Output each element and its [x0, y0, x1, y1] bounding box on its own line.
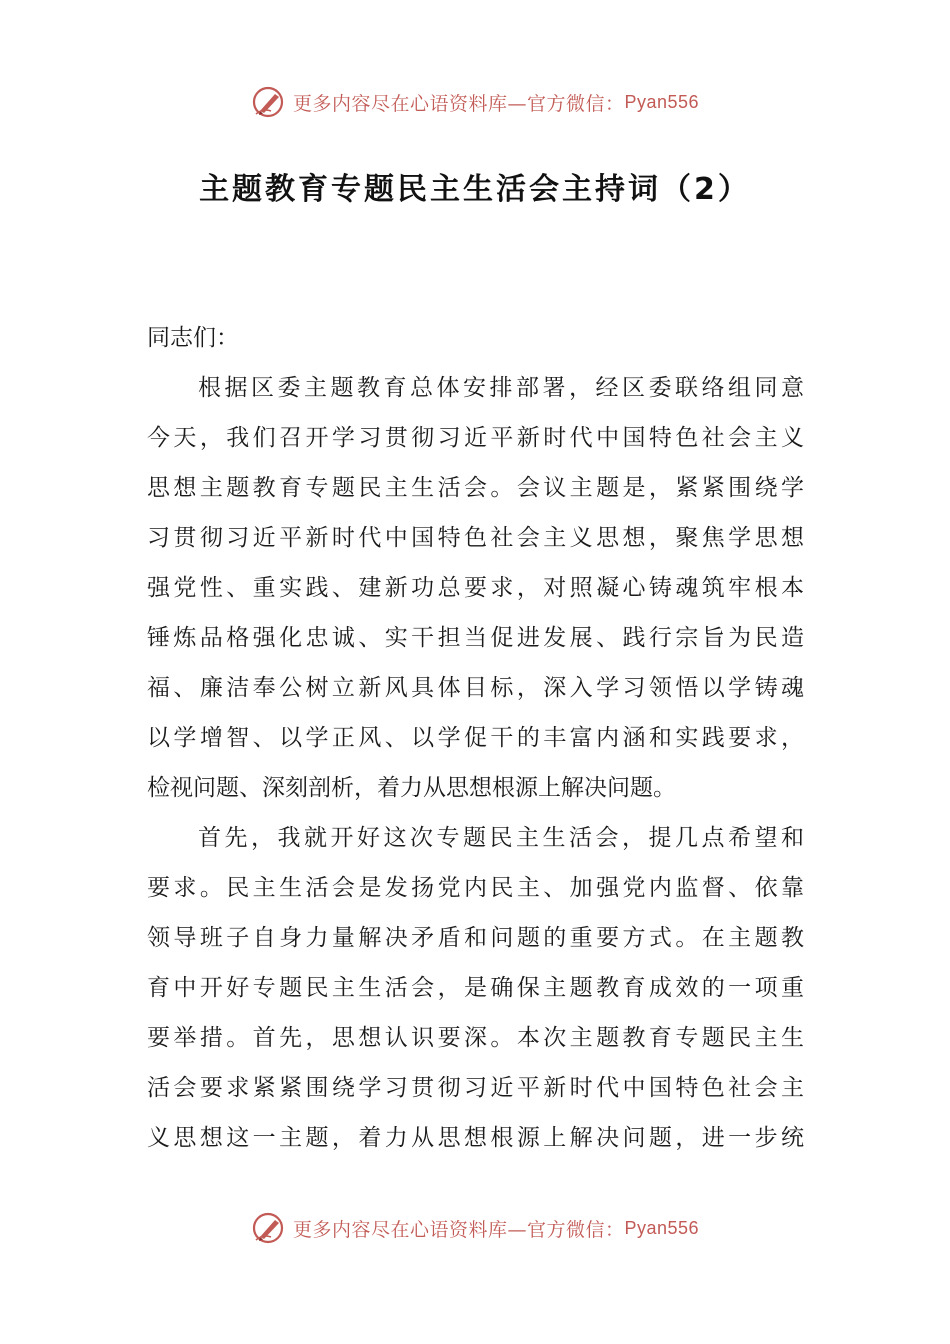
text-line: 活会要求紧紧围绕学习贯彻习近平新时代中国特色社会主 — [147, 1075, 804, 1101]
text-line: 以学增智、以学正风、以学促干的丰富内涵和实践要求， — [147, 725, 804, 751]
text-line: 习贯彻习近平新时代中国特色社会主义思想，聚焦学思想 — [147, 525, 804, 551]
text-line: 首先，我就开好这次专题民主生活会，提几点希望和 — [198, 825, 804, 851]
text-line: 锤炼品格强化忠诚、实干担当促进发展、践行宗旨为民造 — [147, 625, 804, 651]
header-banner — [0, 82, 950, 122]
banner-wechat-id: Pyan556 — [624, 1217, 700, 1238]
text-line: 要举措。首先，思想认识要深。本次主题教育专题民主生 — [147, 1025, 804, 1051]
text-line: 思想主题教育专题民主生活会。会议主题是，紧紧围绕学 — [147, 475, 804, 501]
text-line: 强党性、重实践、建新功总要求，对照凝心铸魂筑牢根本 — [147, 575, 804, 601]
text-line: 检视问题、深刻剖析，着力从思想根源上解决问题。 — [147, 775, 676, 801]
text-line: 要求。民主生活会是发扬党内民主、加强党内监督、依靠 — [147, 875, 804, 901]
pen-logo-icon — [251, 1210, 287, 1246]
text-line: 义思想这一主题，着力从思想根源上解决问题，进一步统 — [147, 1125, 804, 1151]
footer-banner — [0, 1208, 950, 1248]
text-line: 今天，我们召开学习贯彻习近平新时代中国特色社会主义 — [147, 425, 804, 451]
banner-text: 更多内容尽在心语资料库—官方微信： — [292, 1218, 625, 1241]
document-body — [147, 313, 804, 1163]
salutation: 同志们： — [147, 325, 239, 351]
pen-logo-icon — [251, 84, 287, 120]
text-line: 根据区委主题教育总体安排部署，经区委联络组同意 — [198, 375, 804, 401]
paragraph-lines — [147, 363, 804, 1163]
text-line: 领导班子自身力量解决矛盾和问题的重要方式。在主题教 — [147, 925, 804, 951]
banner-wechat-id: Pyan556 — [624, 91, 700, 112]
text-line: 育中开好专题民主生活会，是确保主题教育成效的一项重 — [147, 975, 804, 1001]
text-line: 福、廉洁奉公树立新风具体目标，深入学习领悟以学铸魂 — [147, 675, 804, 701]
banner-text: 更多内容尽在心语资料库—官方微信： — [292, 92, 625, 115]
document-title: 主题教育专题民主生活会主持词（2） — [199, 172, 751, 207]
